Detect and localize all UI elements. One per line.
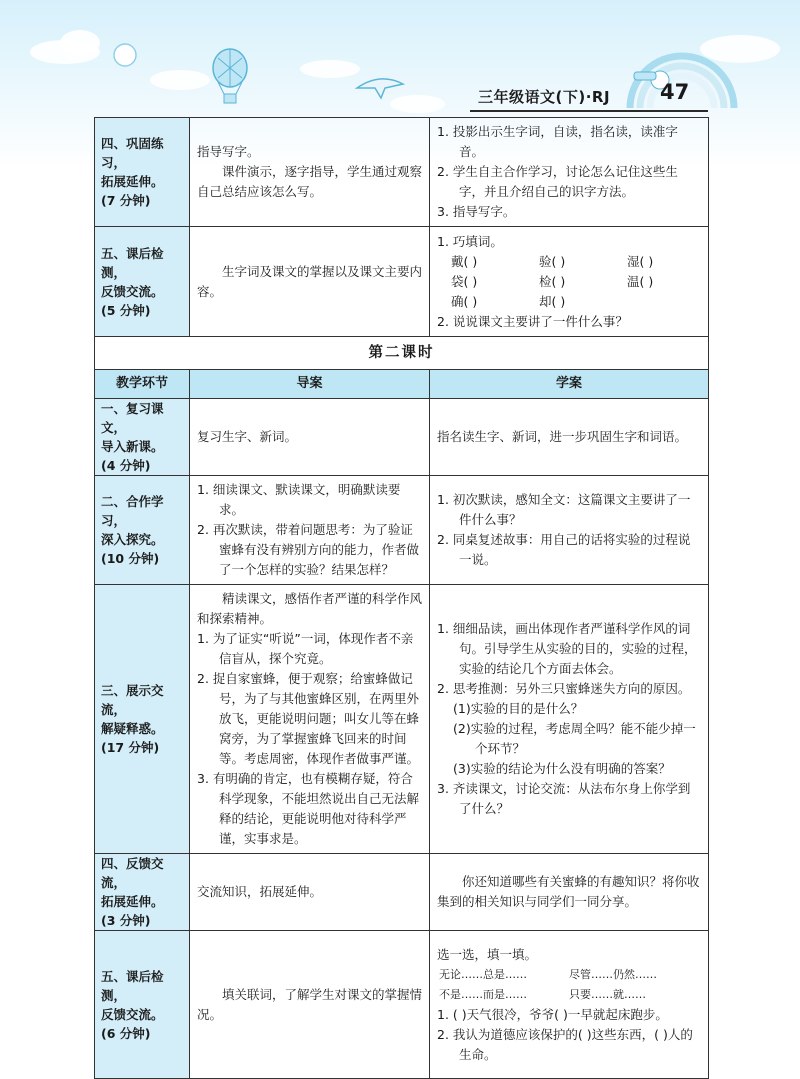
study-cell: 你还知道哪些有关蜜蜂的有趣知识？将你收集到的相关知识与同学们一同分享。 — [430, 854, 709, 931]
step-cell: 五、课后检测， 反馈交流。 (6 分钟) — [95, 931, 190, 1079]
guide-cell: 复习生字、新词。 — [190, 399, 430, 476]
section-title: 第二课时 — [95, 337, 709, 370]
guide-cell: 填关联词，了解学生对课文的掌握情况。 — [190, 931, 430, 1079]
header-divider — [470, 110, 708, 112]
step-cell: 四、巩固练习， 拓展延伸。 (7 分钟) — [95, 118, 190, 227]
column-header-row — [95, 370, 709, 399]
word-pair-options: 无论……总是…… 尽管……仍然…… 不是……而是…… 只要……就…… — [439, 967, 657, 1001]
table-row — [95, 399, 709, 476]
study-cell: 选一选，填一填。 无论……总是…… 尽管……仍然…… 不是……而是…… 只要……就…… 1. ( )天气很冷，爷爷( )一早就起床跑步。 2. 我认为道德应该保护的( )这些东西，( )人的生命。 — [430, 931, 709, 1079]
book-title: 三年级语文(下)·RJ — [478, 88, 611, 106]
step-cell: 二、合作学习， 深入探究。 (10 分钟) — [95, 476, 190, 585]
lesson-plan-table — [94, 117, 709, 1079]
cloud-shape — [150, 70, 210, 90]
study-cell: 1. 初次默读，感知全文：这篇课文主要讲了一件什么事？ 2. 同桌复述故事：用自己的话将实验的过程说一说。 — [430, 476, 709, 585]
glider-icon — [355, 70, 405, 100]
table-row — [95, 227, 709, 337]
cloud-shape — [300, 60, 360, 78]
cloud-shape — [60, 30, 100, 56]
study-cell: 1. 细细品读，画出体现作者严谨科学作风的词句。引导学生从实验的目的，实验的过程，实验的结论几个方面去体会。 2. 思考推测：另外三只蜜蜂迷失方向的原因。 (1)实验的目的是什么？ (2)实验的过程，考虑周全吗？能不能少掉一个环节？ (3)实验的结论为什么没有明确的答案？ 3. 齐读课文，讨论交流：从法布尔身上你学到了什么？ — [430, 585, 709, 854]
step-cell: 三、展示交流， 解疑释惑。 (17 分钟) — [95, 585, 190, 854]
column-header: 学案 — [430, 370, 709, 399]
column-header: 导案 — [190, 370, 430, 399]
table-row — [95, 585, 709, 854]
step-cell: 五、课后检测， 反馈交流。 (5 分钟) — [95, 227, 190, 337]
sun-icon — [112, 42, 138, 68]
guide-cell: 精读课文，感悟作者严谨的科学作风和探索精神。 1. 为了证实“听说”一词，体现作者不亲信盲从，探个究竟。 2. 捉自家蜜蜂，便于观察；给蜜蜂做记号，为了与其他蜜蜂区别，在两里外放飞，更能说明问题；叫女儿等在蜂窝旁，为了掌握蜜蜂飞回来的时间等。考虑周密，体现作者做事严谨。 3. 有明确的肯定，也有模糊存疑，符合科学现象，不能坦然说出自己无法解释的结论，更能说明他对待科学严谨，实事求是。 — [190, 585, 430, 854]
study-cell: 指名读生字、新词，进一步巩固生字和词语。 — [430, 399, 709, 476]
fill-word-grid: 戴( ) 验( ) 湿( ) 袋( ) 检( ) 温( ) 确( ) 却( ) — [451, 253, 654, 309]
guide-cell: 指导写字。 课件演示，逐字指导，学生通过观察自己总结应该怎么写。 — [190, 118, 430, 227]
column-header: 教学环节 — [95, 370, 190, 399]
table-row — [95, 931, 709, 1079]
hot-air-balloon-icon — [208, 48, 252, 106]
table-row — [95, 854, 709, 931]
study-cell: 1. 投影出示生字词，自读，指名读，读准字音。 2. 学生自主合作学习，讨论怎么记住这些生字，并且介绍自己的识字方法。 3. 指导写字。 — [430, 118, 709, 227]
guide-cell: 交流知识，拓展延伸。 — [190, 854, 430, 931]
section-title-row — [95, 337, 709, 370]
step-cell: 一、复习课文， 导入新课。 (4 分钟) — [95, 399, 190, 476]
study-cell: 1. 巧填词。 戴( ) 验( ) 湿( ) 袋( ) 检( ) 温( ) 确( ) 却( ) 2. 说说课文主要讲了一件什么事？ — [430, 227, 709, 337]
table-row — [95, 118, 709, 227]
page-number: 47 — [660, 80, 690, 104]
step-cell: 四、反馈交流， 拓展延伸。 (3 分钟) — [95, 854, 190, 931]
guide-cell: 生字词及课文的掌握以及课文主要内容。 — [190, 227, 430, 337]
guide-cell: 1. 细读课文、默读课文，明确默读要求。 2. 再次默读，带着问题思考：为了验证蜜蜂有没有辨别方向的能力，作者做了一个怎样的实验？结果怎样？ — [190, 476, 430, 585]
table-row — [95, 476, 709, 585]
